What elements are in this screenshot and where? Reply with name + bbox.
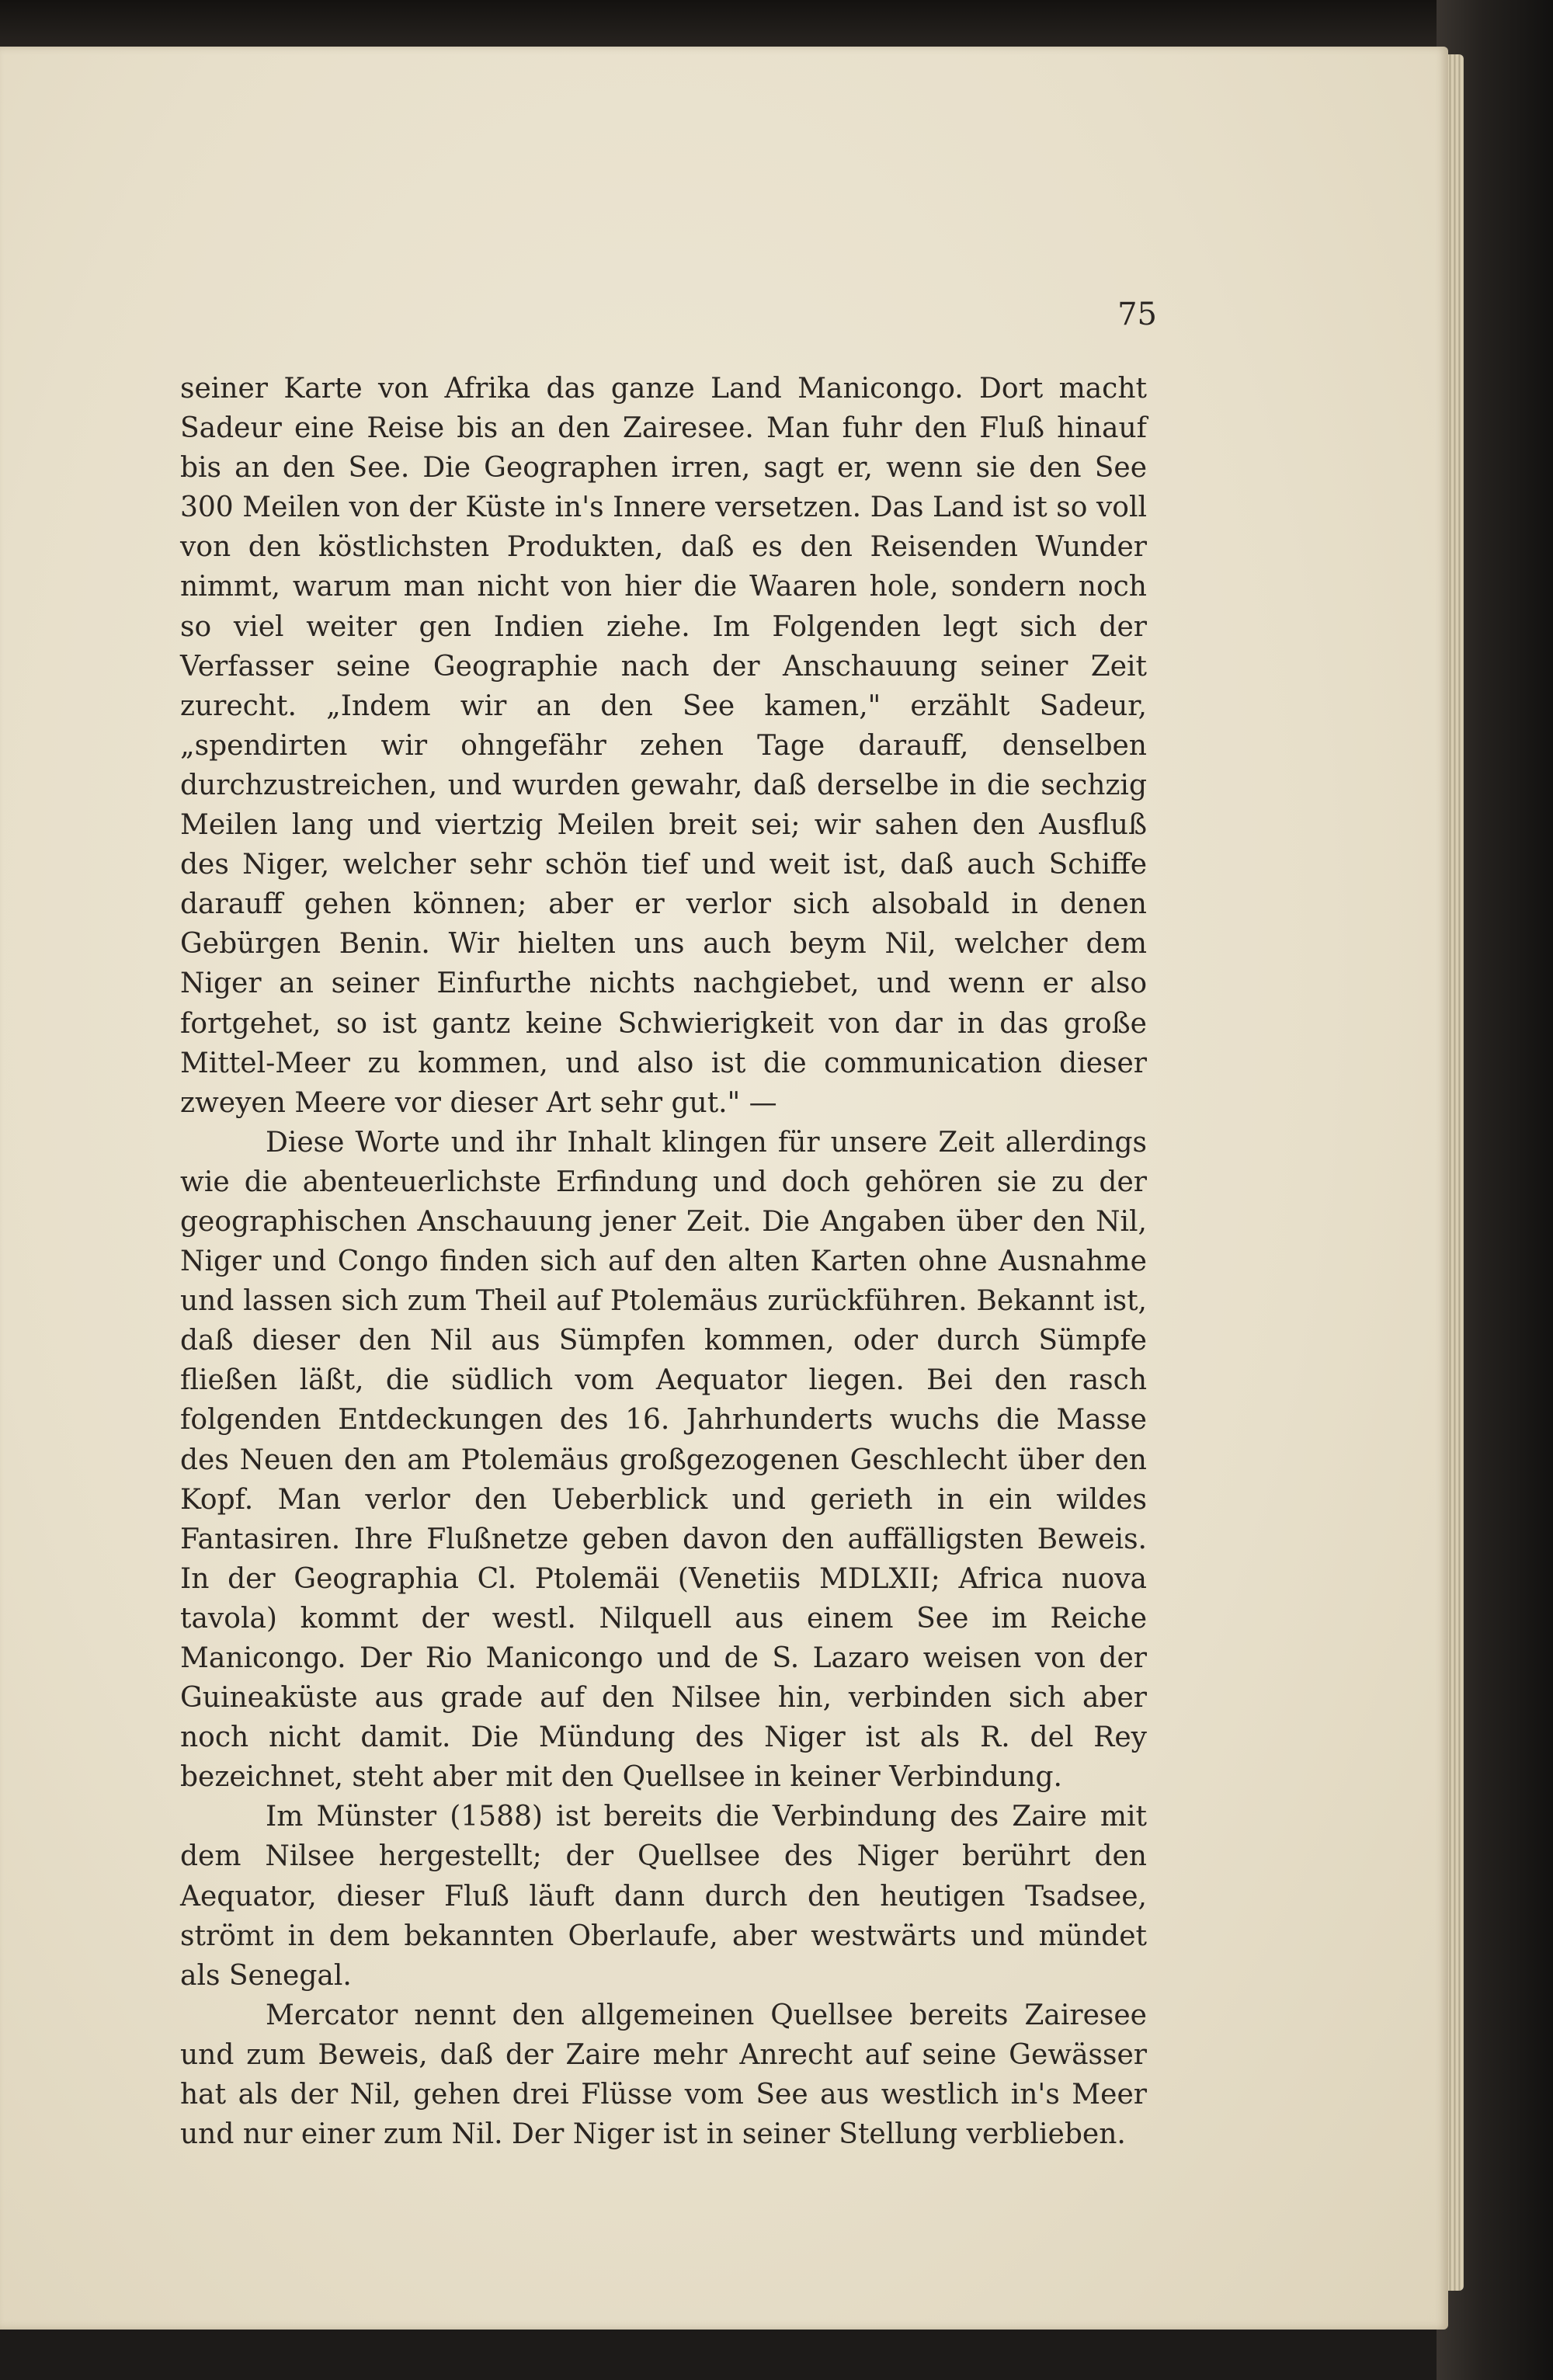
paragraph-2: Diese Worte und ihr Inhalt klingen für unsere Zeit allerdings wie die abenteuerlichste Erfindung und doch gehören sie zu der geographischen Anschauung jener Zeit. Die Angaben über den Nil, Niger und Congo finden sich auf den alten Karten ohne Ausnahme und lassen sich zum Theil auf Ptolemäus zurückführen. Bekannt ist, daß dieser den Nil aus Sümpfen kommen, oder durch Sümpfe fließen läßt, die südlich vom Aequator liegen. Bei den rasch folgenden Entdeckungen des 16. Jahrhunderts wuchs die Masse des Neuen den am Ptolemäus großgezogenen Geschlecht über den Kopf. Man verlor den Ueberblick und gerieth in ein wildes Fantasiren. Ihre Flußnetze geben davon den auffälligsten Beweis. In der Geographia Cl. Ptolemäi (Venetiis MDLXII; Africa nuova tavola) kommt der westl. Nilquell aus einem See im Reiche Manicongo. Der Rio Manicongo und de S. Lazaro weisen von der Guineaküste aus grade auf den Nilsee hin, verbinden sich aber noch nicht damit. Die Mündung des Niger ist als R. del Rey bezeichnet, steht aber mit den Quellsee in keiner Verbindung.: [180, 1126, 1147, 1794]
paragraph-4: Mercator nennt den allgemeinen Quellsee bereits Zairesee und zum Beweis, daß der Zaire mehr Anrecht auf seine Gewässer hat als der Nil, gehen drei Flüsse vom See aus westlich in's Meer und nur einer zum Nil. Der Niger ist in seiner Stellung verblieben.: [180, 1999, 1147, 2151]
body-text: [180, 369, 1147, 2154]
paragraph-1: seiner Karte von Afrika das ganze Land Manicongo. Dort macht Sadeur eine Reise bis an den Zairesee. Man fuhr den Fluß hinauf bis an den See. Die Geographen irren, sagt er, wenn sie den See 300 Meilen von der Küste in's Innere versetzen. Das Land ist so voll von den köstlichsten Produkten, daß es den Reisenden Wunder nimmt, warum man nicht von hier die Waaren hole, sondern noch so viel weiter gen Indien ziehe. Im Folgenden legt sich der Verfasser seine Geographie nach der Anschauung seiner Zeit zurecht. „Indem wir an den See kamen," erzählt Sadeur, „spendirten wir ohngefähr zehen Tage darauff, denselben durchzustreichen, und wurden gewahr, daß derselbe in die sechzig Meilen lang und viertzig Meilen breit sei; wir sahen den Ausfluß des Niger, welcher sehr schön tief und weit ist, daß auch Schiffe darauff gehen können; aber er verlor sich alsobald in denen Gebürgen Benin. Wir hielten uns auch beym Nil, welcher dem Niger an seiner Einfurthe nichts nachgiebet, und wenn er also fortgehet, so ist gantz keine Schwierigkeit von dar in das große Mittel-Meer zu kommen, und also ist die communication dieser zweyen Meere vor dieser Art sehr gut." —: [180, 373, 1147, 1119]
book-page: [0, 47, 1448, 2330]
paragraph-3: Im Münster (1588) ist bereits die Verbindung des Zaire mit dem Nilsee hergestellt; der Quellsee des Niger berührt den Aequator, dieser Fluß läuft dann durch den heutigen Tsadsee, strömt in dem bekannten Oberlaufe, aber westwärts und mündet als Senegal.: [180, 1801, 1147, 1992]
page-number: 75: [1117, 297, 1157, 332]
